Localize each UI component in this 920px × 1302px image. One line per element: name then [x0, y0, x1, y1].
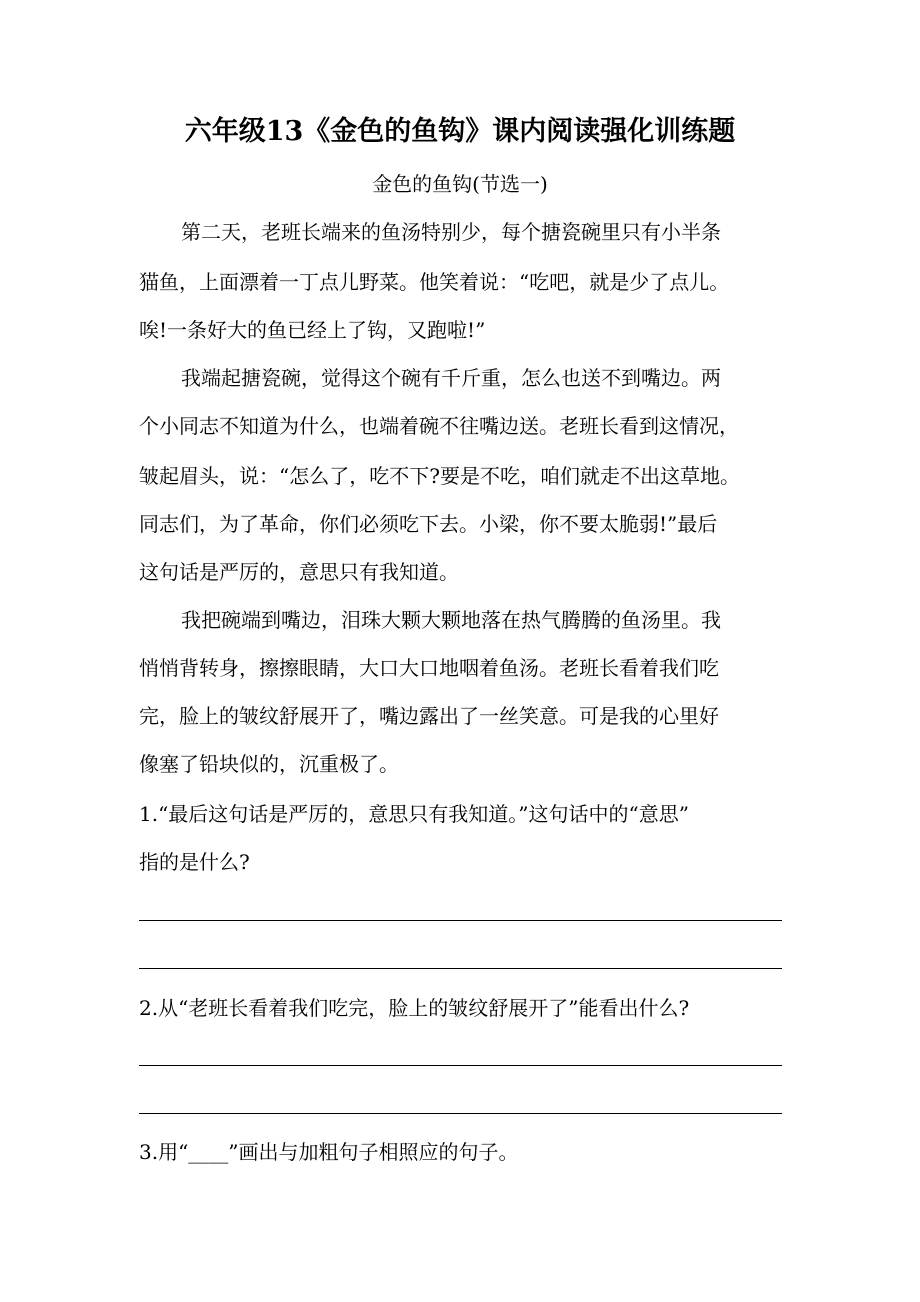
- answer-line-1b[interactable]: [139, 968, 782, 969]
- question-2-text: 2.从“老班长看着我们吃完，脸上的皱纹舒展开了”能看出什么?: [139, 996, 690, 1020]
- answer-line-2a[interactable]: [139, 1065, 782, 1066]
- passage-line: 像塞了铅块似的，沉重极了。: [139, 752, 399, 776]
- passage-line: 唉!一条好大的鱼已经上了钩，又跑啦!”: [139, 318, 486, 342]
- question-1-text: 指的是什么?: [139, 850, 250, 874]
- passage-line: 这句话是严厉的，意思只有我知道。: [139, 560, 459, 584]
- passage-line: 完，脸上的皱纹舒展开了，嘴边露出了一丝笑意。可是我的心里好: [139, 704, 719, 728]
- question-3-text: 3.用“____”画出与加粗句子相照应的句子。: [139, 1140, 519, 1164]
- passage-line: 猫鱼，上面漂着一丁点儿野菜。他笑着说：“吃吧，就是少了点儿。: [139, 270, 730, 294]
- answer-line-1a[interactable]: [139, 920, 782, 921]
- passage-line: 悄悄背转身，擦擦眼睛，大口大口地咽着鱼汤。老班长看着我们吃: [139, 656, 719, 680]
- passage-line: 第二天，老班长端来的鱼汤特别少，每个搪瓷碗里只有小半条: [181, 220, 721, 244]
- question-1-text: 1.“最后这句话是严厉的，意思只有我知道。”这句话中的“意思”: [139, 802, 689, 826]
- worksheet-title: 六年级13《金色的鱼钩》课内阅读强化训练题: [184, 116, 736, 147]
- passage-line: 皱起眉头，说：“怎么了，吃不下?要是不吃，咱们就走不出这草地。: [139, 464, 740, 488]
- passage-line: 个小同志不知道为什么，也端着碗不往嘴边送。老班长看到这情况，: [139, 414, 739, 438]
- passage-subtitle: 金色的鱼钩(节选一): [372, 172, 548, 196]
- passage-line: 我把碗端到嘴边，泪珠大颗大颗地落在热气腾腾的鱼汤里。我: [181, 608, 721, 632]
- passage-line: 同志们，为了革命，你们必须吃下去。小梁，你不要太脆弱!”最后: [139, 512, 718, 536]
- passage-line: 我端起搪瓷碗，觉得这个碗有千斤重，怎么也送不到嘴边。两: [181, 366, 721, 390]
- answer-line-2b[interactable]: [139, 1113, 782, 1114]
